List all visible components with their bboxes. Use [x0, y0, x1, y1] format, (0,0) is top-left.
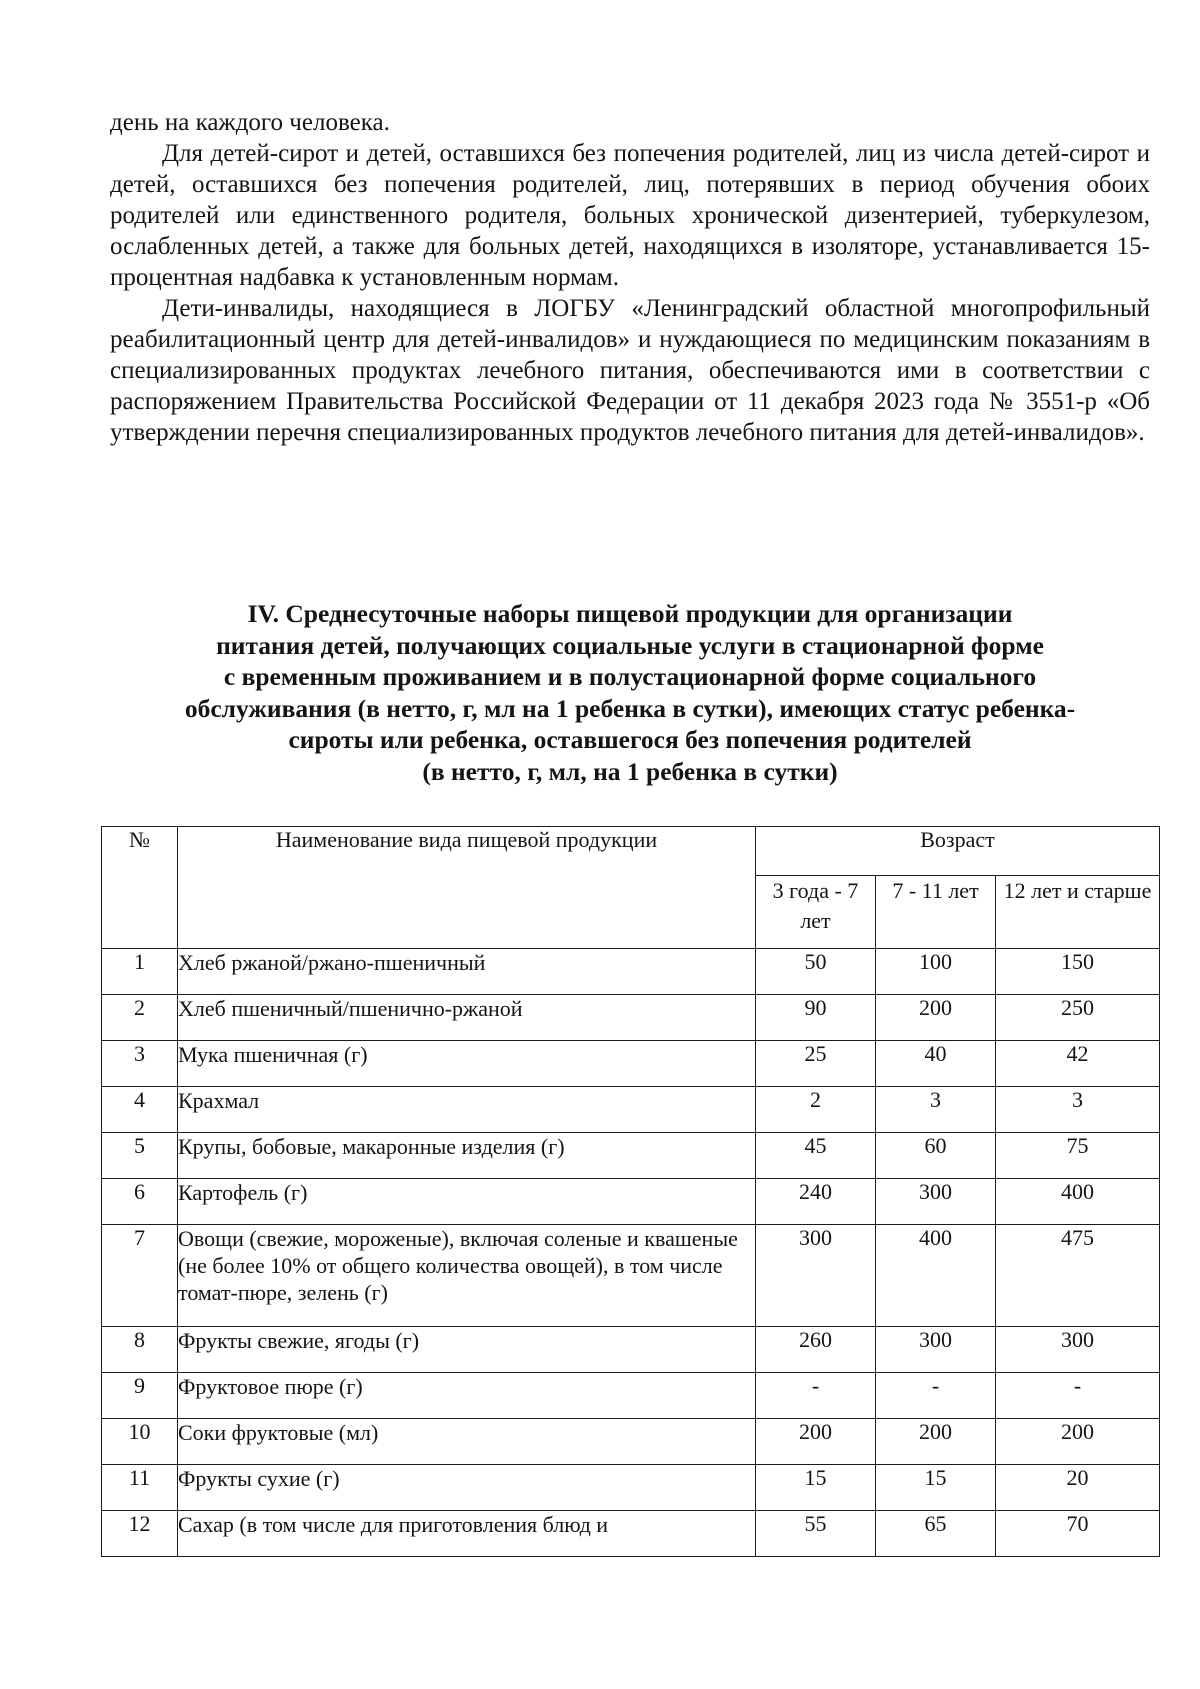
- row-value-age-7-11: 60: [876, 1133, 996, 1179]
- row-number: 5: [102, 1133, 178, 1179]
- body-text: [110, 107, 1150, 448]
- row-number: 11: [102, 1465, 178, 1511]
- row-product-name: Фруктовое пюре (г): [178, 1373, 756, 1419]
- row-number: 1: [102, 949, 178, 995]
- row-value-age-7-11: 100: [876, 949, 996, 995]
- row-value-age-12-plus: 300: [996, 1327, 1160, 1373]
- table-row: [102, 1133, 1160, 1179]
- row-product-name: Сахар (в том числе для приготовления блюд и: [178, 1511, 756, 1557]
- table-row: [102, 949, 1160, 995]
- row-value-age-7-11: 65: [876, 1511, 996, 1557]
- header-age-7-11: 7 - 11 лет: [876, 876, 996, 949]
- row-number: 3: [102, 1041, 178, 1087]
- row-value-age-7-11: 200: [876, 995, 996, 1041]
- row-number: 12: [102, 1511, 178, 1557]
- section-heading-line: обслуживания (в нетто, г, мл на 1 ребенка в сутки), имеющих статус ребенка-: [184, 693, 1076, 723]
- row-value-age-12-plus: 475: [996, 1225, 1160, 1327]
- row-number: 2: [102, 995, 178, 1041]
- table-row: [102, 1179, 1160, 1225]
- row-value-age-12-plus: 150: [996, 949, 1160, 995]
- row-value-age-3-7: 200: [756, 1419, 876, 1465]
- row-value-age-3-7: 260: [756, 1327, 876, 1373]
- food-norms-table: [101, 826, 1160, 1557]
- row-product-name: Фрукты свежие, ягоды (г): [178, 1327, 756, 1373]
- table-row: [102, 1327, 1160, 1373]
- table-row: [102, 1041, 1160, 1087]
- row-product-name: Соки фруктовые (мл): [178, 1419, 756, 1465]
- table-row: [102, 1373, 1160, 1419]
- row-value-age-3-7: 2: [756, 1087, 876, 1133]
- section-heading-line: IV. Среднесуточные наборы пищевой продукции для организации: [247, 599, 1013, 628]
- table-row: [102, 995, 1160, 1041]
- row-value-age-7-11: 40: [876, 1041, 996, 1087]
- row-value-age-3-7: 50: [756, 949, 876, 995]
- row-value-age-7-11: -: [876, 1373, 996, 1419]
- row-number: 9: [102, 1373, 178, 1419]
- table-row: [102, 1465, 1160, 1511]
- paragraph-disabled-children: Дети-инвалиды, находящиеся в ЛОГБУ «Ленинградский областной многопрофильный реабилитационный центр для детей-инвалидов» и нуждающиеся по медицинским показаниям в специализированных продуктах лечебного питания, обеспечиваются ими в соответствии с распоряжением Правительства Российской Федерации от 11 декабря 2023 года № 3551-р «Об утверждении перечня специализированных продуктов лечебного питания для детей-инвалидов».: [110, 295, 1150, 446]
- table-body: [102, 949, 1160, 1557]
- table-row: [102, 1225, 1160, 1327]
- header-product-name: Наименование вида пищевой продукции: [178, 827, 756, 949]
- row-value-age-12-plus: 70: [996, 1511, 1160, 1557]
- row-value-age-12-plus: 200: [996, 1419, 1160, 1465]
- row-product-name: Хлеб пшеничный/пшенично-ржаной: [178, 995, 756, 1041]
- header-age-3-7: 3 года - 7 лет: [756, 876, 876, 949]
- row-value-age-12-plus: 20: [996, 1465, 1160, 1511]
- row-value-age-3-7: 300: [756, 1225, 876, 1327]
- row-number: 4: [102, 1087, 178, 1133]
- row-product-name: Крахмал: [178, 1087, 756, 1133]
- row-value-age-3-7: -: [756, 1373, 876, 1419]
- paragraph-continuation: день на каждого человека.: [110, 109, 390, 136]
- row-product-name: Овощи (свежие, мороженые), включая соленые и квашеные (не более 10% от общего количества овощей), в том числе томат-пюре, зелень (г): [178, 1225, 756, 1327]
- row-value-age-12-plus: 75: [996, 1133, 1160, 1179]
- header-age: Возраст: [756, 827, 1160, 876]
- row-value-age-3-7: 15: [756, 1465, 876, 1511]
- header-age-12-plus: 12 лет и старше: [996, 876, 1160, 949]
- row-value-age-3-7: 90: [756, 995, 876, 1041]
- row-number: 7: [102, 1225, 178, 1327]
- row-value-age-7-11: 200: [876, 1419, 996, 1465]
- row-value-age-7-11: 300: [876, 1179, 996, 1225]
- row-product-name: Фрукты сухие (г): [178, 1465, 756, 1511]
- row-value-age-3-7: 240: [756, 1179, 876, 1225]
- row-product-name: Картофель (г): [178, 1179, 756, 1225]
- section-heading-line: питания детей, получающих социальные услуги в стационарной форме: [216, 630, 1044, 660]
- header-number: №: [102, 827, 178, 949]
- row-value-age-7-11: 3: [876, 1087, 996, 1133]
- row-value-age-12-plus: 400: [996, 1179, 1160, 1225]
- row-value-age-12-plus: -: [996, 1373, 1160, 1419]
- section-heading: [100, 598, 1160, 787]
- section-heading-line: с временным проживанием и в полустационарной форме социального: [223, 662, 1037, 691]
- row-value-age-12-plus: 250: [996, 995, 1160, 1041]
- table-row: [102, 1087, 1160, 1133]
- row-value-age-12-plus: 3: [996, 1087, 1160, 1133]
- row-value-age-12-plus: 42: [996, 1041, 1160, 1087]
- section-heading-line: сироты или ребенка, оставшегося без попечения родителей: [288, 725, 972, 754]
- row-product-name: Мука пшеничная (г): [178, 1041, 756, 1087]
- row-value-age-3-7: 55: [756, 1511, 876, 1557]
- row-product-name: Хлеб ржаной/ржано-пшеничный: [178, 949, 756, 995]
- table-header-row: [102, 827, 1160, 876]
- paragraph-orphans-allowance: Для детей-сирот и детей, оставшихся без попечения родителей, лиц из числа детей-сирот и детей, оставшихся без попечения родителей, лиц, потерявших в период обучения обоих родителей или единственного родителя, больных хронической дизентерией, туберкулезом, ослабленных детей, а также для больных детей, находящихся в изоляторе, устанавливается 15-процентная надбавка к установленным нормам.: [110, 140, 1150, 291]
- row-value-age-3-7: 25: [756, 1041, 876, 1087]
- row-number: 8: [102, 1327, 178, 1373]
- row-value-age-7-11: 400: [876, 1225, 996, 1327]
- section-heading-line: (в нетто, г, мл, на 1 ребенка в сутки): [422, 756, 838, 786]
- table-row: [102, 1419, 1160, 1465]
- row-product-name: Крупы, бобовые, макаронные изделия (г): [178, 1133, 756, 1179]
- row-value-age-7-11: 300: [876, 1327, 996, 1373]
- row-value-age-7-11: 15: [876, 1465, 996, 1511]
- table-row: [102, 1511, 1160, 1557]
- row-value-age-3-7: 45: [756, 1133, 876, 1179]
- row-number: 6: [102, 1179, 178, 1225]
- row-number: 10: [102, 1419, 178, 1465]
